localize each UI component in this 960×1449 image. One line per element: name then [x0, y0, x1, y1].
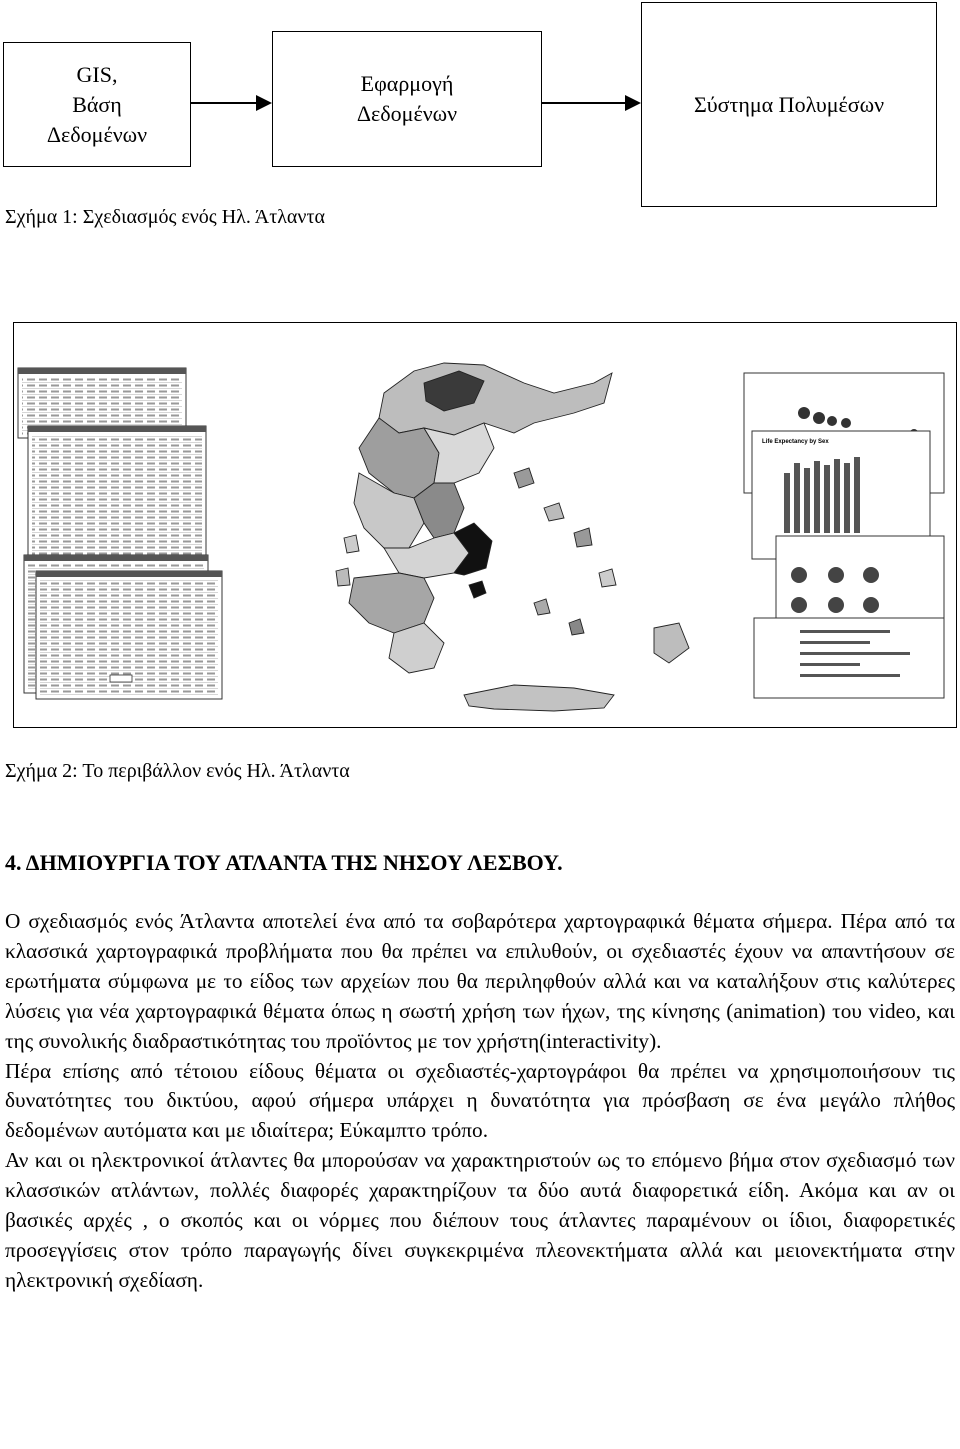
box-line: Σύστημα Πολυμέσων: [693, 91, 885, 117]
spreadsheet-window-2: [28, 426, 206, 566]
box-line: Δεδομένων: [356, 101, 458, 126]
section-body: [5, 907, 955, 1296]
box-line: Βάση: [72, 91, 122, 117]
box-line: Εφαρμογή: [360, 71, 454, 96]
figure-1-caption: Σχήμα 1: Σχεδιασμός ενός Ηλ. Άτλαντα: [5, 206, 325, 228]
paragraph: Πέρα επίσης από τέτοιου είδους θέματα οι σχεδιαστές-χαρτογράφοι θα πρέπει να χρησιμοποιήσουν τις δυνατότητες του δικτύου, αφού σήμερα υπάρχει η δυνατότητα για πρόσβαση σε ένα μεγάλο πλήθος δεδομένων αυτόματα και με ιδιαίτερα; Εύκαμπτο τρόπο.: [5, 1058, 955, 1143]
box-line: GIS,: [76, 61, 118, 87]
map-island: [654, 623, 689, 663]
map-island: [336, 568, 350, 586]
paragraph: Ο σχεδιασμός ενός Άτλαντα αποτελεί ένα από τα σοβαρότερα χαρτογραφικά θέματα σήμερα. Πέρα από τα κλασσικά χαρτογραφικά προβλήματα που θα πρέπει να επιλυθούν, οι σχεδιαστές έχουν να απαντήσουν σε ερωτήματα σύμφωνα με το είδος των αρχείων που θα περιληφθούν αλλά και να καταλήξουν στις καλύτερες λύσεις για νέα χαρτογραφικά θέματα όπως η σωστή χρήση των ήχων, της κίνησης (animation) του video, και της συνολικής διαδραστικότητας του προϊόντος με τον χρήστη(interactivity).: [5, 909, 955, 1053]
map-island: [534, 599, 550, 615]
spreadsheet-windows: [18, 368, 222, 699]
map-island: [544, 503, 564, 521]
atlas-environment-figure: [13, 322, 957, 728]
map-island: [344, 535, 359, 553]
spreadsheet-window-4: [36, 571, 222, 699]
section-heading: 4. ΔΗΜΙΟΥΡΓΙΑ ΤΟΥ ΑΤΛΑΝΤΑ ΤΗΣ ΝΗΣΟΥ ΛΕΣΒΟΥ.: [5, 850, 563, 875]
pie-chart-window: [776, 536, 944, 631]
map-island: [514, 468, 534, 488]
arrow-2-head: [625, 95, 641, 111]
chart-title: Life Expectancy by Sex: [762, 439, 829, 445]
map-island-crete: [464, 685, 614, 711]
map-region: [379, 363, 612, 435]
greece-map: [336, 363, 689, 711]
map-island: [569, 619, 584, 635]
map-island: [599, 569, 616, 587]
paragraph: Αν και οι ηλεκτρονικοί άτλαντες θα μπορούσαν να χαρακτηριστούν ως το επόμενο βήμα στον σχεδιασμό των κλασσικών ατλάντων, πολλές διαφορές χαρακτηρίζουν τα δύο αυτά διαφορετικά είδη. Ακόμα και αν οι βασικές αρχές , ο σκοπός και οι νόρμες που διέπουν τους άτλαντες παραμένουν οι ίδιοι, διαφορετικές προσεγγίσεις στον τρόπο παραγωγής δίνει συγκεκριμένα πλεονεκτήματα αλλά και μειονεκτήματα στην ηλεκτρονική σχεδίαση.: [5, 1148, 955, 1292]
arrow-1-head: [256, 95, 272, 111]
map-island: [574, 528, 592, 547]
chart-collage: [744, 373, 944, 698]
figure-2-caption: Σχήμα 2: Το περιβάλλον ενός Ηλ. Άτλαντα: [5, 760, 350, 782]
map-island-dark: [469, 581, 486, 598]
horizontal-bar-window: [754, 618, 944, 698]
box-line: Δεδομένων: [46, 121, 148, 147]
diagram-arrows: [0, 0, 960, 210]
